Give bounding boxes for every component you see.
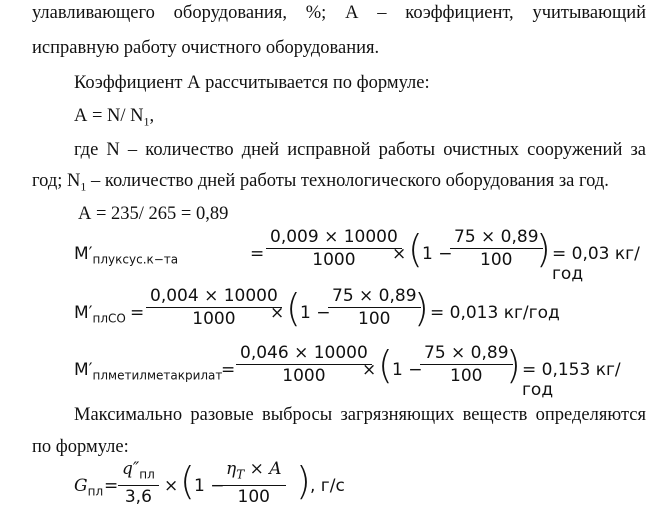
fraction-inner: [420, 342, 513, 387]
subscript: 1: [80, 179, 87, 194]
numerator: 0,046 × 10000: [236, 342, 372, 365]
equals-sign: =: [130, 303, 145, 323]
denominator: 100: [237, 487, 270, 508]
result: = 0,03 кг/год: [552, 244, 640, 284]
equals-sign: =: [104, 476, 119, 496]
fraction-inner: [222, 458, 286, 508]
text-span: А = N/ N: [74, 106, 144, 126]
times-sign: ×: [392, 244, 407, 264]
text-span: исправную работу очистного оборудования.: [32, 38, 380, 58]
right-paren: ): [296, 459, 311, 503]
formula-co: [74, 283, 644, 343]
formula-lhs: [74, 303, 126, 325]
text-span: ,: [149, 106, 155, 126]
right-paren: ): [414, 286, 429, 330]
fraction-inner: [328, 285, 421, 330]
equals-sign: =: [250, 244, 265, 264]
fraction-main: [118, 458, 159, 508]
text-span: Максимально разовые выбросы загрязняющих веществ определяются: [74, 405, 646, 425]
formula-acetic-acid: [74, 224, 644, 284]
text-line-1: [32, 2, 646, 24]
lhs-subscript: плуксус.к−та: [92, 252, 179, 267]
numerator: 0,009 × 10000: [266, 226, 402, 249]
formula-a-value: [78, 203, 228, 225]
formula-methyl-methacrylate: [74, 340, 649, 400]
text-span: А = 235/ 265 = 0,89: [78, 204, 229, 224]
fraction-main: [266, 226, 402, 271]
numerator: 75 × 0,89: [420, 342, 513, 365]
result: = 0,153 кг/год: [522, 360, 621, 400]
text-span: где N – количество дней исправной работы очистных сооружений за: [74, 140, 646, 160]
text-line-9: [32, 436, 129, 458]
eta-subscript: T: [236, 467, 245, 482]
lhs-subscript: плCO: [92, 311, 126, 326]
times-sign: ×: [164, 476, 179, 496]
formula-a-def: [74, 105, 154, 133]
lhs-symbol: M′: [74, 360, 93, 380]
text-line-5: [74, 139, 646, 161]
denominator: 1000: [312, 250, 356, 270]
fraction-inner: [450, 226, 543, 271]
denominator: 100: [480, 250, 513, 270]
one-minus: 1 −: [392, 360, 423, 380]
equals-sign: =: [221, 360, 236, 380]
right-paren: ): [506, 343, 521, 387]
formula-lhs: [74, 476, 103, 498]
formula-lhs: [74, 244, 178, 266]
text-span: – количество дней работы технологического оборудования за год.: [86, 171, 609, 191]
eta-symbol: η: [226, 459, 237, 479]
denominator: 1000: [192, 309, 236, 329]
numerator: [118, 458, 159, 486]
fraction-main: [236, 342, 372, 387]
lhs-subscript: пл: [87, 484, 104, 499]
left-paren: (: [286, 286, 301, 330]
result: , г/с: [310, 476, 345, 496]
numerator: 75 × 0,89: [328, 285, 421, 308]
left-paren: (: [180, 459, 195, 503]
text-span: улавливающего оборудования, %; А – коэффициент, учитывающий: [32, 3, 646, 23]
one-minus: 1 −: [300, 303, 331, 323]
left-paren: (: [408, 227, 423, 271]
numerator: 75 × 0,89: [450, 226, 543, 249]
fraction-main: [146, 285, 285, 330]
denominator: 1000: [282, 366, 326, 386]
text-line-2: [32, 37, 379, 59]
result: = 0,013 кг/год: [430, 303, 560, 323]
numerator-symbol: q″: [122, 459, 140, 479]
left-paren: (: [378, 343, 393, 387]
one-minus: 1 −: [194, 476, 225, 496]
formula-lhs: [74, 360, 222, 382]
lhs-subscript: плметилметакрилат: [92, 368, 223, 383]
text-span: по формуле:: [32, 437, 129, 457]
numerator: [222, 458, 286, 486]
text-line-3: [74, 72, 430, 94]
subscript: 1: [143, 114, 150, 129]
text-line-6: [32, 170, 609, 198]
times-sign: ×: [270, 303, 285, 323]
numerator-subscript: пл: [139, 467, 155, 482]
one-minus: 1 −: [422, 244, 453, 264]
formula-max-emission: [74, 456, 474, 516]
text-span: Коэффициент А рассчитывается по формуле:: [74, 73, 430, 93]
right-paren: ): [536, 227, 551, 271]
numerator: 0,004 × 10000: [146, 285, 282, 308]
denominator: 100: [450, 366, 483, 386]
denominator: 100: [358, 309, 391, 329]
text-line-8: [74, 404, 646, 426]
lhs-symbol: M′: [74, 303, 93, 323]
times-sign: ×: [362, 360, 377, 380]
text-span: год; N: [32, 171, 81, 191]
lhs-symbol: M′: [74, 244, 93, 264]
lhs-symbol: G: [74, 476, 88, 496]
numerator-rest: × A: [244, 459, 282, 479]
denominator: 3,6: [124, 487, 152, 508]
